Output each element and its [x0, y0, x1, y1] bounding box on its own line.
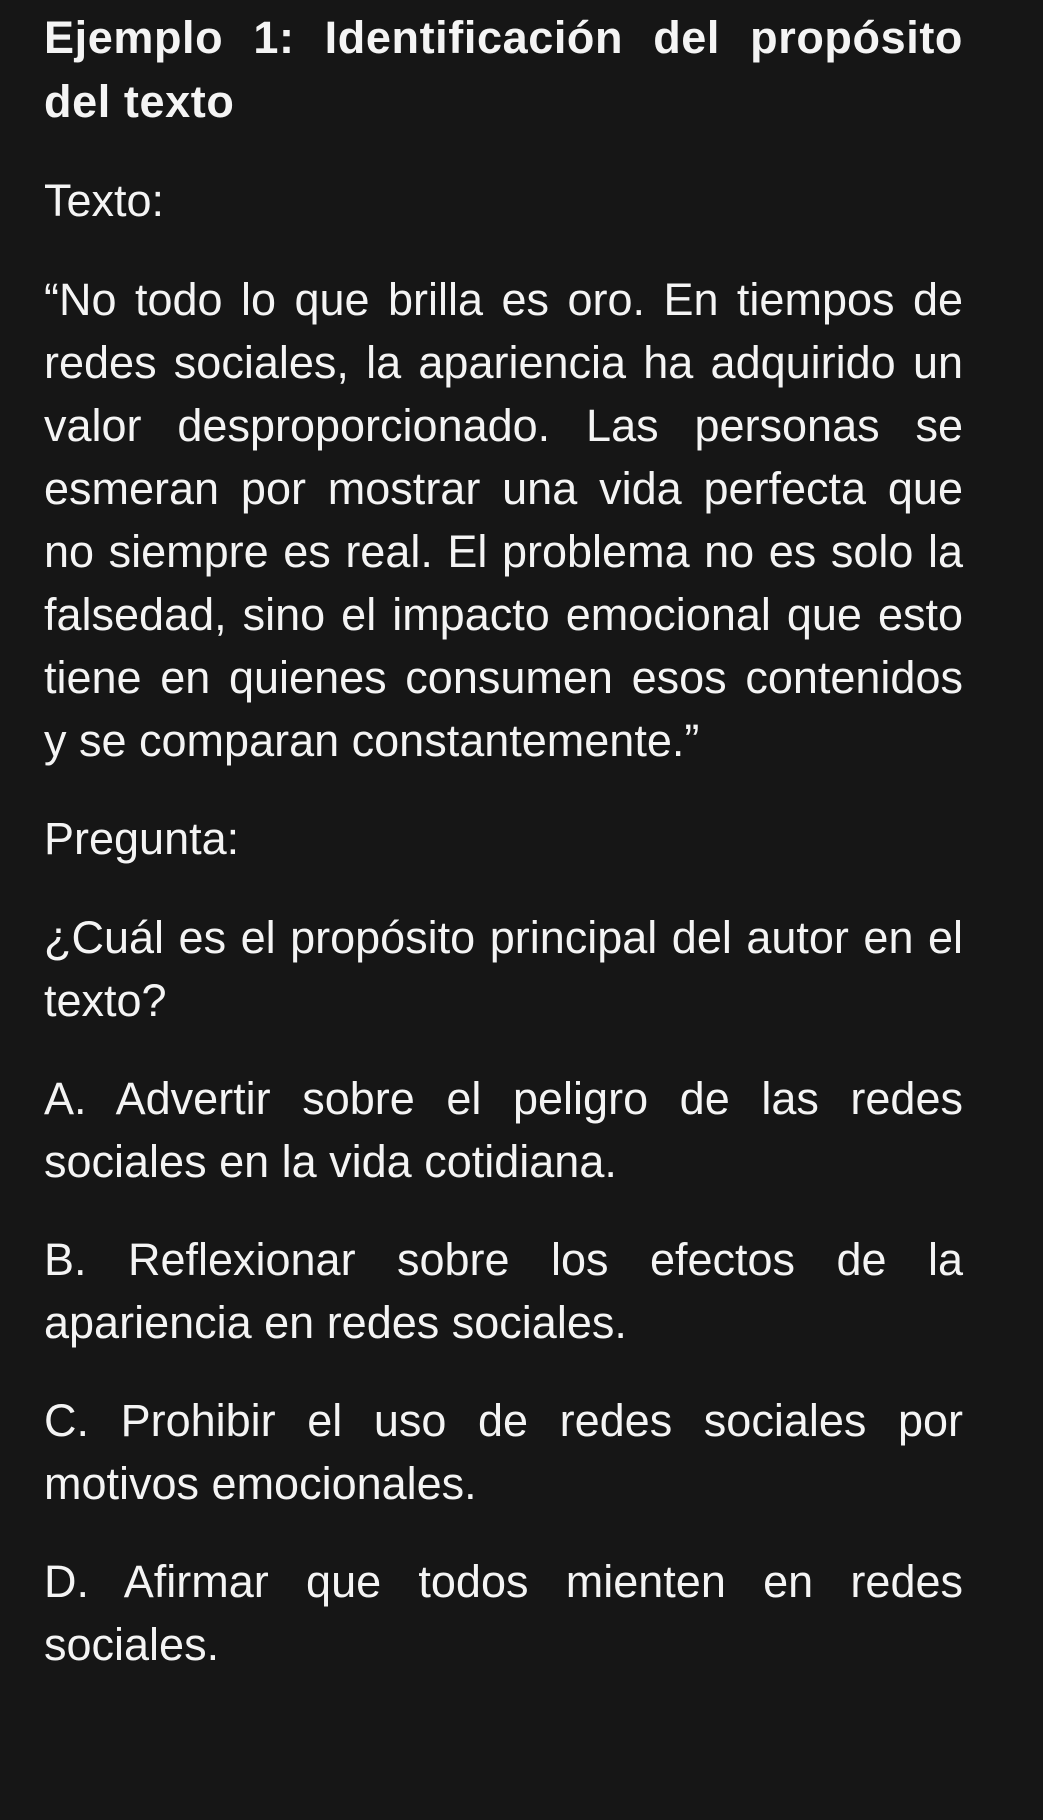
example-title: Ejemplo 1: Identificación del propósito del texto — [44, 12, 963, 127]
question-label: Pregunta: — [44, 813, 240, 864]
text-passage: “No todo lo que brilla es oro. En tiempos de redes sociales, la apariencia ha adquirido un valor desproporcionado. Las personas se esmeran por mostrar una vida perfecta que no siempre es real. El problema no es solo la falsedad, sino el impacto emocional que esto tiene en quienes consumen esos contenidos y se comparan constantemente.” — [44, 274, 963, 766]
question-text: ¿Cuál es el propósito principal del autor en el texto? — [44, 912, 963, 1026]
option-c: C. Prohibir el uso de redes sociales por motivos emocionales. — [44, 1395, 963, 1509]
option-b: B. Reflexionar sobre los efectos de la apariencia en redes sociales. — [44, 1234, 963, 1348]
text-label: Texto: — [44, 175, 165, 226]
option-a: A. Advertir sobre el peligro de las redes sociales en la vida cotidiana. — [44, 1073, 963, 1187]
option-d: D. Afirmar que todos mienten en redes sociales. — [44, 1556, 963, 1670]
